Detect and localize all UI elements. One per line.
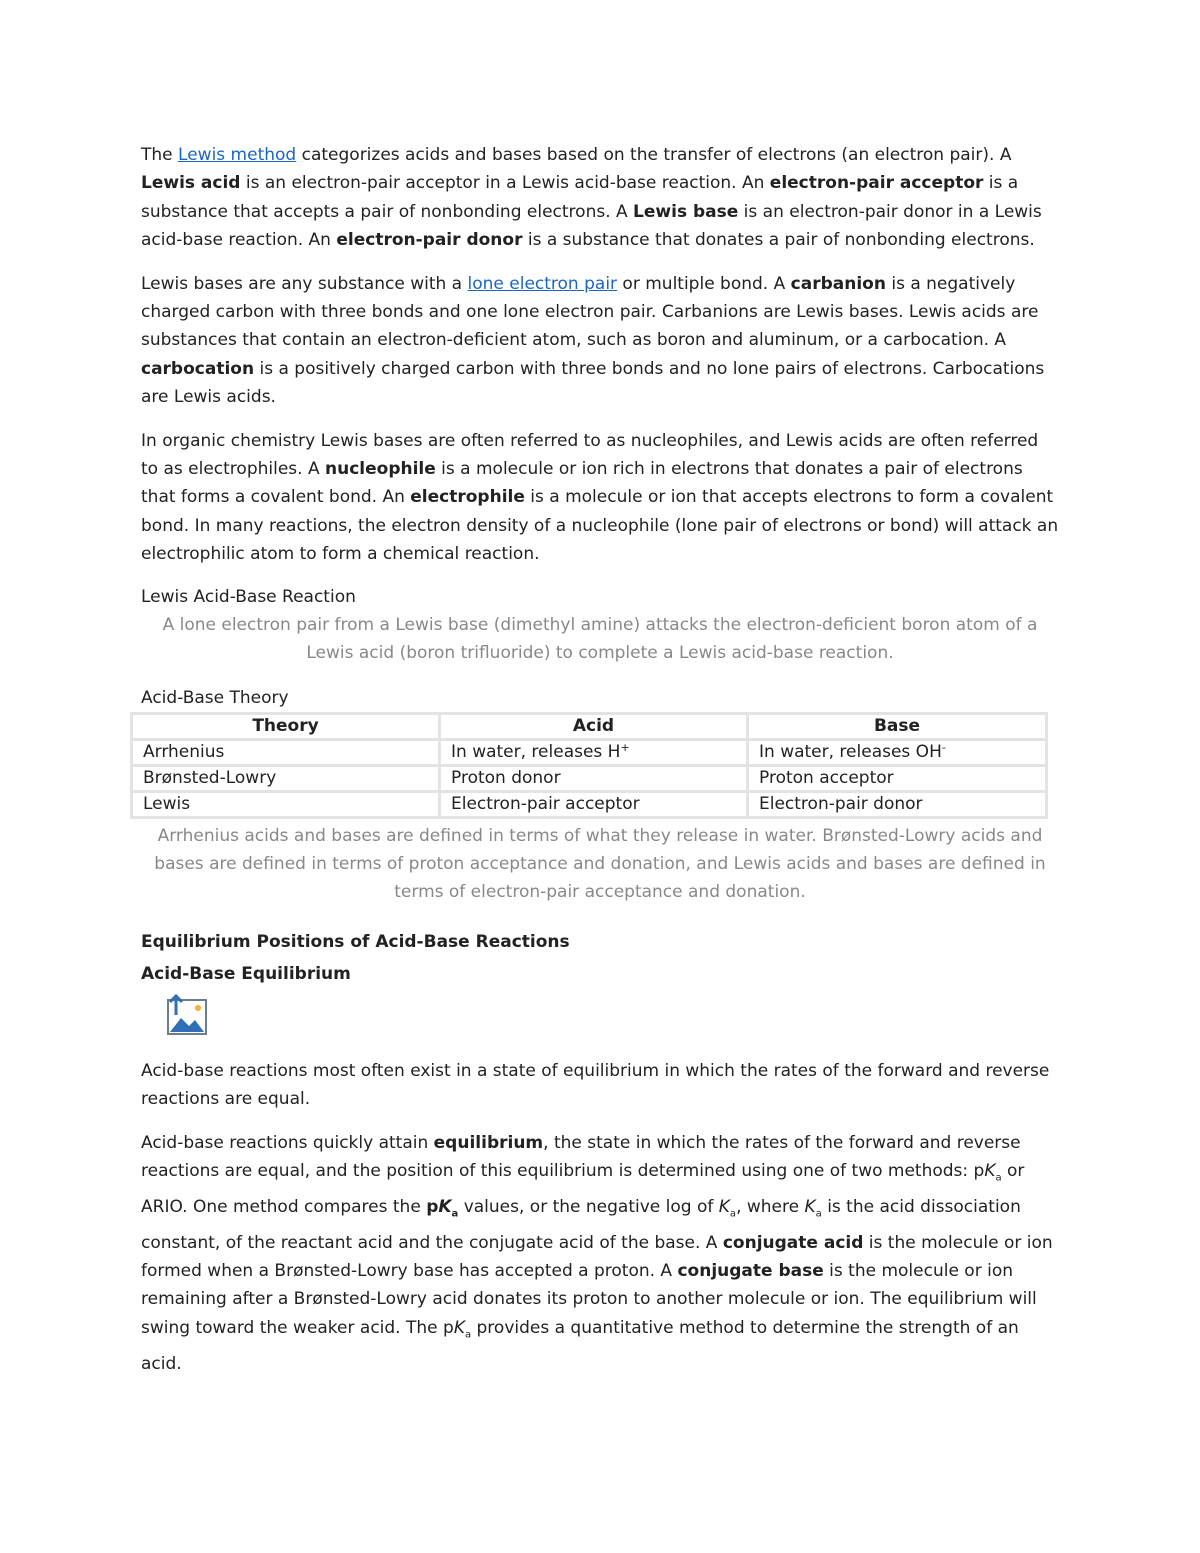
term-equilibrium: equilibrium — [433, 1132, 544, 1153]
text: , where — [736, 1196, 805, 1217]
text: is the acid dissociation constant, of the reactant acid and the conjugate acid of the base. A — [141, 1196, 1021, 1253]
text: is the molecule or ion formed when a Brønsted-Lowry base has accepted a proton. A — [141, 1232, 1053, 1281]
figure-title: Lewis Acid-Base Reaction — [141, 586, 356, 607]
table-header: Theory — [132, 713, 440, 739]
text: K — [438, 1196, 452, 1217]
acid-base-theory-table — [130, 712, 1048, 819]
text: In organic chemistry Lewis bases are often referred to as nucleophiles, and Lewis acids are often referred to as electrophiles. A — [141, 430, 1039, 480]
paragraph-lewis-method — [141, 141, 1059, 255]
text: The — [141, 145, 179, 165]
text: is a molecule or ion that accepts electrons to form a covalent bond. In many reactions, the electron density of a nucleophile (lone pair of electrons or bond) will attack an electrophilic atom to form a chemical reaction. — [141, 487, 1059, 565]
cell-text: In water, releases OH — [759, 741, 942, 762]
table-cell: Brønsted-Lowry — [132, 765, 440, 791]
table-title: Acid-Base Theory — [141, 687, 289, 708]
text: Acid-base reactions quickly attain — [141, 1132, 434, 1153]
text: is a negatively charged carbon with three bonds and one lone electron pair. Carbanions are Lewis bases. Lewis acids are substances that contain an electron-deficient atom, such as boron and aluminum, or a carbocation. A — [141, 273, 1039, 351]
table-cell: Proton acceptor — [748, 765, 1047, 791]
text: K — [718, 1196, 730, 1217]
text: is a molecule or ion rich in electrons that donates a pair of electrons that forms a covalent bond. An — [141, 459, 1023, 508]
term-nucleophile: nucleophile — [325, 459, 436, 480]
table-row — [132, 765, 1047, 791]
text: is an electron-pair donor in a Lewis acid-base reaction. An — [141, 201, 1042, 251]
term-lewis-acid: Lewis acid — [141, 173, 241, 194]
text: K — [984, 1160, 996, 1181]
term-lewis-base: Lewis base — [633, 201, 739, 222]
subscript: a — [451, 1208, 459, 1220]
figure-caption: A lone electron pair from a Lewis base (dimethyl amine) attacks the electron-deficient boron atom of a Lewis acid (boron trifluoride) to complete a Lewis acid-base reaction. — [162, 614, 1038, 664]
table-cell: Arrhenius — [132, 739, 440, 765]
text: is an electron-pair acceptor in a Lewis acid-base reaction. An — [240, 173, 770, 194]
table-cell — [440, 739, 748, 765]
table-row — [132, 739, 1047, 765]
subscript: a — [995, 1172, 1002, 1184]
table-cell: Electron-pair donor — [748, 791, 1047, 817]
cell-text: In water, releases H — [451, 741, 621, 762]
link-lone-electron-pair[interactable]: lone electron pair — [467, 273, 618, 294]
text: is the molecule or ion remaining after a Brønsted-Lowry acid donates its proton to another molecule or ion. The equilibrium will swing toward the weaker acid. The p — [141, 1260, 1037, 1338]
term-conjugate-base: conjugate base — [677, 1260, 824, 1281]
section-heading: Equilibrium Positions of Acid-Base Reactions — [141, 931, 570, 952]
image-icon[interactable] — [165, 993, 209, 1037]
paragraph-nucleophiles — [141, 427, 1059, 569]
subscript: a — [729, 1208, 737, 1220]
table-cell — [748, 739, 1047, 765]
text: provides a quantitative method to determine the strength of an acid. — [141, 1317, 1019, 1374]
text: is a substance that accepts a pair of nonbonding electrons. A — [141, 173, 1019, 222]
text: , the state in which the rates of the forward and reverse reactions are equal, and the position of this equilibrium is determined using one of two methods: p — [141, 1132, 1021, 1181]
paragraph-equilibrium-detail — [141, 1129, 1059, 1378]
text: K — [804, 1196, 816, 1217]
term-electron-pair-donor: electron-pair donor — [336, 230, 523, 251]
paragraph-equilibrium-intro: Acid-base reactions most often exist in a state of equilibrium in which the rates of the forward and reverse reactions are equal. — [141, 1060, 1050, 1110]
subscript: a — [815, 1208, 822, 1220]
text: is a positively charged carbon with three bonds and no lone pairs of electrons. Carbocations are Lewis acids. — [141, 358, 1045, 408]
link-lewis-method[interactable]: Lewis method — [178, 145, 297, 165]
table-header-row — [132, 713, 1047, 739]
document-page — [141, 141, 1059, 1378]
text: categorizes acids and bases based on the transfer of electrons (an electron pair). A — [296, 145, 1012, 165]
superscript: + — [620, 740, 630, 754]
text: values, or the negative log of — [458, 1196, 719, 1217]
term-pka: p — [426, 1196, 439, 1217]
term-electron-pair-acceptor: electron-pair acceptor — [769, 173, 984, 194]
term-carbanion: carbanion — [790, 273, 886, 294]
subscript: a — [464, 1329, 472, 1341]
table-caption: Arrhenius acids and bases are defined in terms of what they release in water. Brønsted-Lowry acids and bases are defined in terms of proton acceptance and donation, and Lewis acids and bases are defined in terms of electron-pair acceptance and donation. — [154, 825, 1046, 903]
superscript: - — [941, 740, 946, 754]
table-header: Base — [748, 713, 1047, 739]
term-carbocation: carbocation — [141, 358, 255, 379]
term-conjugate-acid: conjugate acid — [722, 1232, 864, 1253]
table-cell: Electron-pair acceptor — [440, 791, 748, 817]
table-row — [132, 791, 1047, 817]
section-subheading: Acid-Base Equilibrium — [141, 963, 351, 984]
table-cell: Lewis — [132, 791, 440, 817]
text: or ARIO. One method compares the — [141, 1160, 1025, 1217]
paragraph-lewis-bases — [141, 270, 1059, 412]
text: K — [453, 1317, 465, 1338]
text: is a substance that donates a pair of nonbonding electrons. — [522, 230, 1035, 251]
term-electrophile: electrophile — [410, 487, 525, 508]
text: Lewis bases are any substance with a — [141, 273, 468, 294]
text: or multiple bond. A — [617, 273, 791, 294]
table-cell: Proton donor — [440, 765, 748, 791]
table-header: Acid — [440, 713, 748, 739]
